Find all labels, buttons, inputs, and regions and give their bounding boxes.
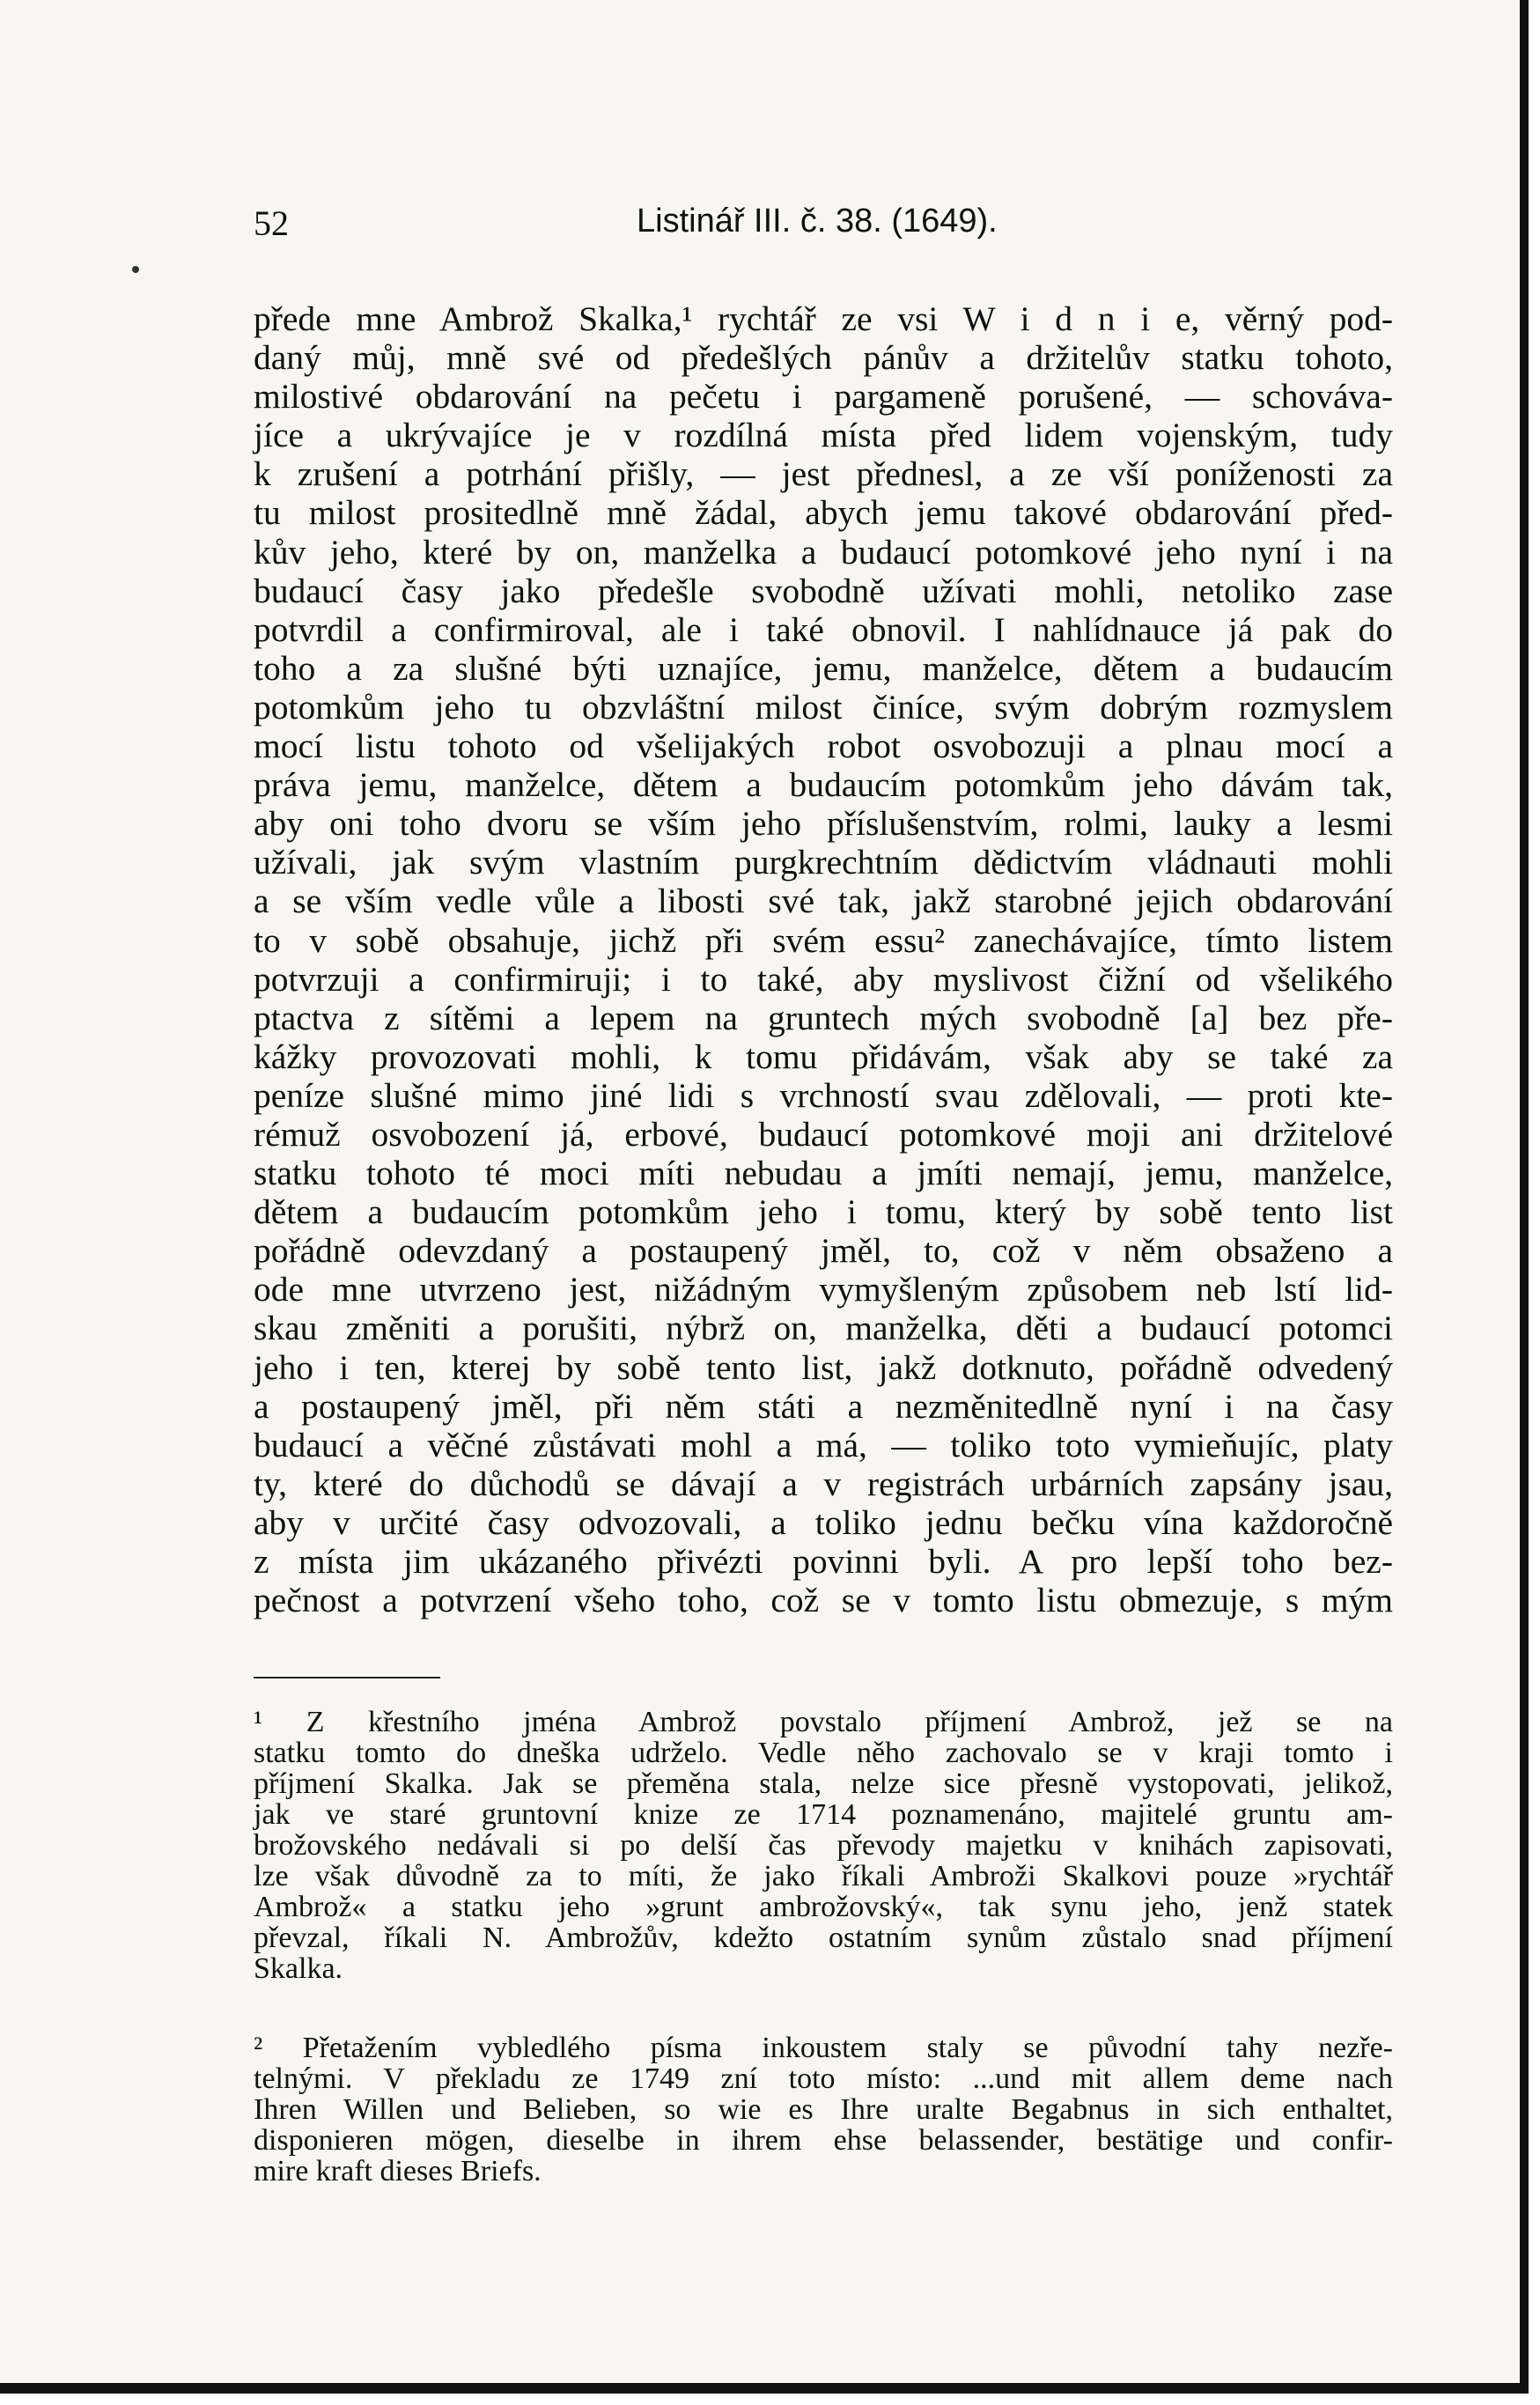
text-line: potomkům jeho tu obzvláštní milost činíce, svým dobrým rozmyslem xyxy=(254,687,1393,727)
text-line: užívali, jak svým vlastním purgkrechtním dědictvím vládnauti mohli xyxy=(254,843,1393,882)
footnote-1 xyxy=(254,1707,1393,1984)
text-line: budaucí časy jako předešle svobodně užívati mohli, netoliko zase xyxy=(254,571,1393,610)
text-line: rémuž osvobození já, erbové, budaucí potomkové moji ani držitelové xyxy=(254,1114,1393,1154)
text-line: potvrzuji a confirmiruji; i to také, aby myslivost čižní od všelikého xyxy=(254,959,1393,999)
text-line: ode mne utvrzeno jest, nižádným vymyšleným způsobem neb lstí lid- xyxy=(254,1270,1393,1309)
text-line: práva jemu, manželce, dětem a budaucím potomkům jeho dávám tak, xyxy=(254,765,1393,805)
text-line: pořádně odevzdaný a postaupený jměl, to, což v něm obsaženo a xyxy=(254,1231,1393,1271)
scan-speck xyxy=(132,266,139,273)
text-line: aby oni toho dvoru se vším jeho příslušenstvím, rolmi, lauky a lesmi xyxy=(254,804,1393,844)
text-line: ptactva z sítěmi a lepem na gruntech mých svobodně [a] bez pře- xyxy=(254,998,1393,1037)
text-line: budaucí a věčné zůstávati mohl a má, — toliko toto vymieňujíc, platy xyxy=(254,1425,1393,1464)
text-line: kážky provozovati mohli, k tomu přidávám, však aby se také za xyxy=(254,1037,1393,1076)
footnote-line: převzal, říkali N. Ambrožův, kdežto ostatním synům zůstalo snad příjmení xyxy=(254,1922,1393,1954)
text-line: z místa jim ukázaného přivézti povinni byli. A pro lepší toho bez- xyxy=(254,1542,1393,1581)
text-line: a se vším vedle vůle a libosti své tak, jakž starobné jejich obdarování xyxy=(254,882,1393,921)
footnote-line: jak ve staré gruntovní knize ze 1714 poznamenáno, majitelé gruntu am- xyxy=(254,1798,1393,1831)
footnote-line: disponieren mögen, dieselbe in ihrem ehse belassender, bestätige und confir- xyxy=(254,2124,1393,2157)
text-line: pečnost a potvrzení všeho toho, což se v tomto listu obmezuje, s mým xyxy=(254,1581,1393,1620)
text-line: toho a za slušné býti uznajíce, jemu, manželce, dětem a budaucím xyxy=(254,648,1393,688)
text-line: to v sobě obsahuje, jichž při svém essu² zanechávajíce, tímto listem xyxy=(254,920,1393,960)
footnote-divider xyxy=(254,1677,440,1678)
page-number: 52 xyxy=(254,203,289,243)
text-line: aby v určité časy odvozovali, a toliko jednu bečku vína každoročně xyxy=(254,1502,1393,1542)
footnote-line: Ambrož« a statku jeho »grunt ambrožovský«, tak synu jeho, jenž statek xyxy=(254,1891,1393,1923)
footnote-2 xyxy=(254,2032,1393,2187)
footnote-line: Ihren Willen und Belieben, so wie es Ihre uralte Begabnus in sich enthaltet, xyxy=(254,2093,1393,2126)
text-line: potvrdil a confirmiroval, ale i také obnovil. I nahlídnauce já pak do xyxy=(254,609,1393,649)
text-line: daný můj, mně své od předešlých pánův a držitelův statku tohoto, xyxy=(254,338,1393,378)
text-line: k zrušení a potrhání přišly, — jest přednesl, a ze vší poníženosti za xyxy=(254,454,1393,494)
footnote-line: mire kraft dieses Briefs. xyxy=(254,2155,542,2187)
text-line: a postaupený jměl, při něm státi a nezměnitedlně nyní i na časy xyxy=(254,1386,1393,1426)
text-line: peníze slušné mimo jiné lidi s vrchností svau zdělovali, — proti kte- xyxy=(254,1075,1393,1115)
footnote-line: ¹ Z křestního jména Ambrož povstalo příjmení Ambrož, jež se na xyxy=(254,1706,1393,1738)
footnote-line: ² Přetažením vybledlého písma inkoustem staly se původní tahy nezře- xyxy=(254,2032,1393,2064)
text-line: dětem a budaucím potomkům jeho i tomu, který by sobě tento list xyxy=(254,1192,1393,1232)
footnotes xyxy=(254,1707,1393,2187)
footnote-line: lze však důvodně za to míti, že jako říkali Ambroži Skalkovi pouze »rychtář xyxy=(254,1860,1393,1892)
footnote-line: statku tomto do dneška udrželo. Vedle něho zachovalo se v kraji tomto i xyxy=(254,1737,1393,1769)
text-line: přede mne Ambrož Skalka,¹ rychtář ze vsi W i d n i e, věrný pod- xyxy=(254,299,1393,338)
running-title: Listinář III. č. 38. (1649). xyxy=(637,203,998,240)
text-line: tu milost prositedlně mně žádal, abych jemu takové obdarování před- xyxy=(254,493,1393,533)
body-text xyxy=(254,299,1393,1619)
text-line: kův jeho, které by on, manželka a budaucí potomkové jeho nyní i na xyxy=(254,532,1393,572)
text-line: jíce a ukrývajíce je v rozdílná místa před lidem vojenským, tudy xyxy=(254,416,1393,455)
footnote-line: Skalka. xyxy=(254,1952,343,1985)
footnote-line: brožovského nedávali si po delší čas převody majetku v knihách zapisovati, xyxy=(254,1829,1393,1862)
text-line: milostivé obdarování na pečetu i pargameně porušené, — schováva- xyxy=(254,377,1393,417)
text-line: jeho i ten, kterej by sobě tento list, jakž dotknuto, pořádně odvedený xyxy=(254,1347,1393,1387)
text-line: ty, které do důchodů se dávají a v registrách urbárních zapsány jsau, xyxy=(254,1464,1393,1503)
text-line: statku tohoto té moci míti nebudau a jmíti nemají, jemu, manželce, xyxy=(254,1154,1393,1193)
text-line: mocí listu tohoto od všelijakých robot osvobozuji a plnau mocí a xyxy=(254,727,1393,766)
footnote-line: příjmení Skalka. Jak se přeměna stala, nelze sice přesně vystopovati, jelikož, xyxy=(254,1767,1393,1800)
footnote-line: telnými. V překladu ze 1749 zní toto místo: ...und mit allem deme nach xyxy=(254,2062,1393,2095)
text-line: skau změniti a porušiti, nýbrž on, manželka, děti a budaucí potomci xyxy=(254,1309,1393,1348)
